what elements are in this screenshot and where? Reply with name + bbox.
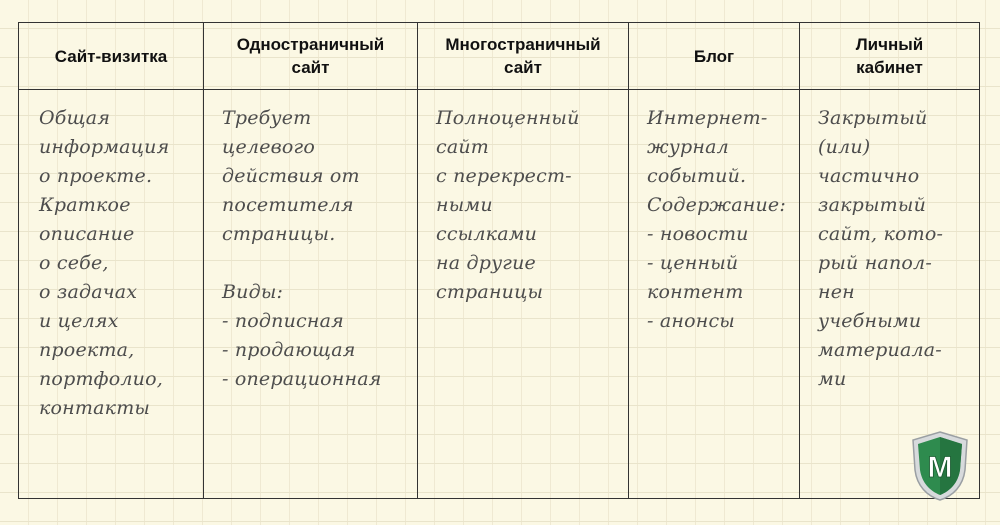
header-line: Личный bbox=[855, 35, 924, 54]
body-cell bbox=[629, 90, 799, 498]
body-line: сайт, кото- bbox=[818, 223, 944, 245]
header-cell bbox=[629, 23, 799, 90]
body-line: рый напол- bbox=[818, 252, 932, 274]
body-line: (или) bbox=[818, 136, 871, 158]
header-line: кабинет bbox=[856, 58, 923, 77]
body-line: Интернет- bbox=[647, 107, 768, 129]
body-line: Общая bbox=[39, 107, 111, 129]
body-line: контент bbox=[647, 281, 744, 303]
body-line: - продающая bbox=[222, 339, 356, 361]
body-line: целевого bbox=[222, 136, 315, 158]
body-line: Полноценный bbox=[436, 107, 580, 129]
body-line: частично bbox=[818, 165, 920, 187]
site-types-table bbox=[18, 22, 980, 499]
body-line: ми bbox=[818, 368, 847, 390]
header-cell bbox=[418, 23, 628, 90]
logo-letter: M bbox=[927, 451, 953, 484]
body-line: сайт bbox=[436, 136, 490, 158]
body-line: - новости bbox=[647, 223, 749, 245]
header-line: сайт bbox=[291, 58, 330, 77]
header-cell bbox=[800, 23, 979, 90]
body-line: страницы. bbox=[222, 223, 336, 245]
header-line: Многостраничный bbox=[445, 35, 601, 54]
column-personal-account bbox=[800, 23, 979, 498]
body-line: Требует bbox=[222, 107, 312, 129]
header-line: Блог bbox=[693, 46, 735, 66]
body-line: нен bbox=[818, 281, 855, 303]
body-line: посетителя bbox=[222, 194, 354, 216]
column-landing-page bbox=[204, 23, 418, 498]
header-line: сайт bbox=[504, 58, 542, 77]
body-line: действия от bbox=[222, 165, 360, 187]
body-line: о задачах bbox=[39, 281, 138, 303]
body-line: о проекте. bbox=[39, 165, 153, 187]
body-line: журнал bbox=[647, 136, 729, 158]
header-line: Одностраничный bbox=[236, 35, 385, 54]
body-line: ссылками bbox=[436, 223, 538, 245]
body-line: страницы bbox=[436, 281, 544, 303]
shield-m-icon bbox=[909, 430, 971, 502]
body-line: описание bbox=[39, 223, 135, 245]
body-line: портфолио, bbox=[39, 368, 163, 390]
body-line: учебными bbox=[818, 310, 922, 332]
body-line: Содержание: bbox=[647, 194, 786, 216]
column-multipage-site bbox=[418, 23, 629, 498]
body-line: - операционная bbox=[222, 368, 382, 390]
body-line: на другие bbox=[436, 252, 536, 274]
body-line: о себе, bbox=[39, 252, 109, 274]
body-line: с перекрест- bbox=[436, 165, 572, 187]
column-business-card bbox=[19, 23, 204, 498]
header-cell bbox=[204, 23, 417, 90]
body-cell bbox=[418, 90, 628, 498]
body-cell bbox=[204, 90, 417, 498]
body-line: материала- bbox=[818, 339, 942, 361]
header-line: Сайт-визитка bbox=[54, 46, 168, 66]
body-line: - анонсы bbox=[647, 310, 735, 332]
body-line: Краткое bbox=[39, 194, 131, 216]
body-cell bbox=[19, 90, 203, 498]
body-line: контакты bbox=[39, 397, 151, 419]
body-line: и целях bbox=[39, 310, 119, 332]
blank-line bbox=[222, 249, 417, 278]
body-line: ными bbox=[436, 194, 493, 216]
body-line: проекта, bbox=[39, 339, 135, 361]
column-blog bbox=[629, 23, 800, 498]
body-line: событий. bbox=[647, 165, 747, 187]
body-line: - ценный bbox=[647, 252, 739, 274]
header-cell bbox=[19, 23, 203, 90]
body-line: - подписная bbox=[222, 310, 344, 332]
body-line: Закрытый bbox=[818, 107, 928, 129]
body-line: закрытый bbox=[818, 194, 927, 216]
body-line: Виды: bbox=[222, 281, 284, 303]
body-line: информация bbox=[39, 136, 170, 158]
